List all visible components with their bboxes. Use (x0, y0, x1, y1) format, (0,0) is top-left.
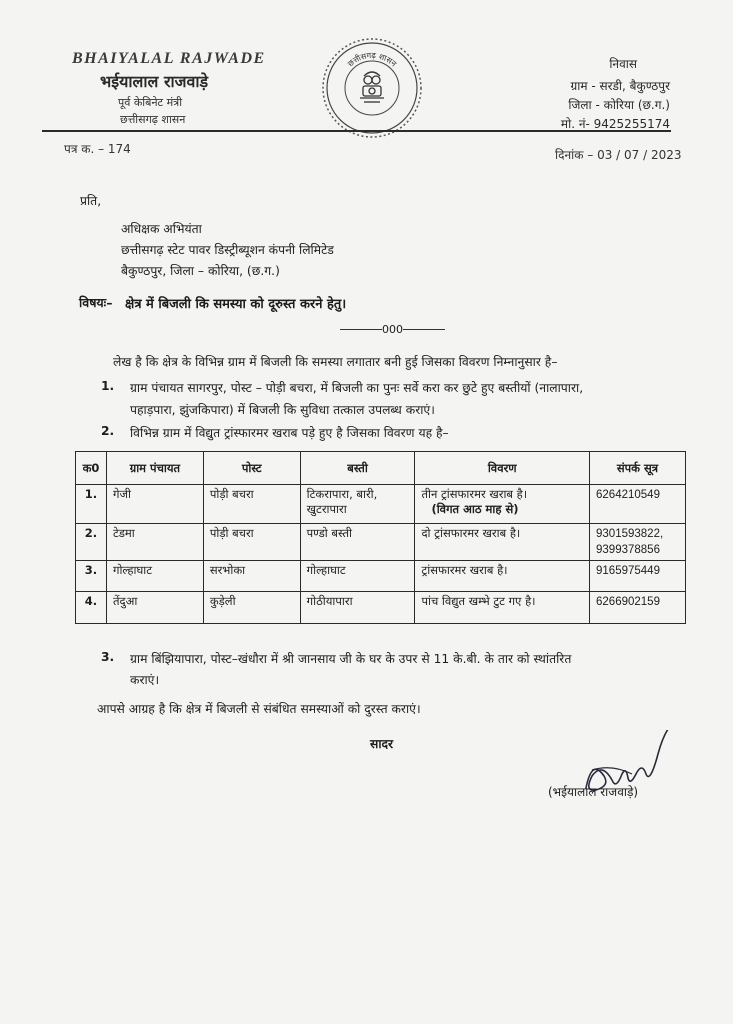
signatory-name: (भईयालाल राजवाड़े) (548, 785, 639, 799)
residence-district: जिला - कोरिया (छ.ग.) (568, 98, 670, 112)
letterhead-name-english: BHAIYALAL RAJWADE (72, 50, 266, 67)
point-1-number: 1. (101, 379, 115, 393)
cell-post: पोड़ी बचरा (203, 485, 300, 524)
cell-panchayat: टेडमा (106, 524, 203, 561)
cell-contact (590, 524, 686, 561)
detail-text: तीन ट्रांसफारमर खराब है। (421, 487, 528, 501)
cell-post: सरभोका (203, 561, 300, 592)
cell-detail: दो ट्रांसफारमर खराब है। (415, 524, 590, 561)
intro-paragraph: लेख है कि क्षेत्र के विभिन्न ग्राम में बिजली कि समस्या लगातार बनी हुई जिसका विवरण निम्नानुसार है– (113, 355, 558, 369)
letter-number: पत्र क. – 174 (64, 142, 131, 156)
request-paragraph: आपसे आग्रह है कि क्षेत्र में बिजली से संबंधित समस्याओं को दुरस्त कराएं। (97, 702, 421, 716)
closing: सादर (370, 737, 394, 751)
header-detail: विवरण (415, 452, 590, 485)
letterhead-divider (42, 130, 671, 132)
cell-post: पोड़ी बचरा (203, 524, 300, 561)
point-1-line-1: ग्राम पंचायत सागरपुर, पोस्ट – पोड़ी बचरा, में बिजली का पुनः सर्वे करा कर छुटे हुए बस्तीयों (नालापारा, (130, 381, 584, 395)
cell-panchayat: तेंदुआ (106, 592, 203, 624)
separator-line-right (403, 329, 445, 330)
cell-serial: 1. (76, 485, 107, 524)
header-post: पोस्ट (203, 452, 300, 485)
recipient-line-2: छत्तीसगढ़ स्टेट पावर डिस्ट्रीब्यूशन कंपनी लिमिटेड (121, 243, 334, 257)
contact-number: 9301593822, (596, 528, 664, 540)
cell-detail: पांच विद्युत खम्भे टुट गए है। (415, 592, 590, 624)
header-serial: क0 (76, 452, 107, 485)
cell-basti: गोल्हाघाट (300, 561, 415, 592)
table-row (76, 485, 686, 524)
svg-text:छत्तीसगढ़ शासन: छत्तीसगढ़ शासन (345, 50, 399, 69)
recipient-line-1: अधिक्षक अभियंता (121, 222, 202, 236)
cell-serial: 4. (76, 592, 107, 624)
separator-text: 000 (382, 323, 403, 336)
letterhead-designation: पूर्व केबिनेट मंत्री (118, 96, 183, 109)
header-panchayat: ग्राम पंचायत (106, 452, 203, 485)
point-3-line-2: कराएं। (130, 673, 160, 687)
letterhead-government: छत्तीसगढ़ शासन (120, 113, 186, 126)
table-header-row (76, 452, 686, 485)
residence-village: ग्राम - सरडी, बैकुण्ठपुर (570, 79, 670, 93)
cell-contact (590, 485, 686, 524)
point-1-line-2: पहाड़पारा, झुंजकिपारा) में बिजली कि सुविधा तत्काल उपलब्ध कराएं। (130, 403, 435, 417)
transformer-table (75, 451, 686, 624)
point-2-number: 2. (101, 424, 115, 438)
government-seal-icon (320, 36, 424, 140)
letter-date: दिनांक – 03 / 07 / 2023 (555, 148, 682, 162)
cell-detail (415, 485, 590, 524)
contact-number: 6264210549 (596, 489, 660, 501)
letterhead-name-hindi: भईयालाल राजवाड़े (100, 72, 209, 91)
cell-basti: पण्डो बस्ती (300, 524, 415, 561)
cell-contact: 6266902159 (590, 592, 686, 624)
residence-heading: निवास (609, 57, 637, 71)
cell-basti: टिकरापारा, बारी, खुटरापारा (300, 485, 415, 524)
subject-label: विषयः– (79, 295, 113, 310)
separator (340, 323, 445, 336)
detail-note: (विगत आठ माह से) (431, 502, 519, 516)
cell-post: कुड़ेली (203, 592, 300, 624)
cell-panchayat: गेजी (106, 485, 203, 524)
salutation: प्रति, (80, 194, 102, 208)
table-row (76, 524, 686, 561)
table-row (76, 592, 686, 624)
contact-number-2: 9399378856 (596, 544, 660, 556)
point-3-number: 3. (101, 650, 115, 664)
cell-detail: ट्रांसफारमर खराब है। (415, 561, 590, 592)
recipient-line-3: बैकुण्ठपुर, जिला – कोरिया, (छ.ग.) (121, 264, 280, 278)
residence-phone: मो. नं- 9425255174 (560, 117, 670, 131)
cell-basti: गोठीयापारा (300, 592, 415, 624)
cell-serial: 3. (76, 561, 107, 592)
header-contact: संपर्क सूत्र (590, 452, 686, 485)
subject-text: क्षेत्र में बिजली कि समस्या को दूरुस्त करने हेतु। (125, 297, 347, 312)
cell-serial: 2. (76, 524, 107, 561)
point-3-line-1: ग्राम बिंझियापारा, पोस्ट–खंधौरा में श्री जानसाय जी के घर के उपर से 11 के.बी. के तार को स्थांतरित (130, 652, 572, 666)
cell-panchayat: गोल्हाघाट (106, 561, 203, 592)
table-row (76, 561, 686, 592)
separator-line-left (340, 329, 382, 330)
point-2-line-1: विभिन्न ग्राम में विद्युत ट्रांस्फारमर खराब पड़े हुए है जिसका विवरण यह है– (130, 426, 449, 440)
cell-contact: 9165975449 (590, 561, 686, 592)
header-basti: बस्ती (300, 452, 415, 485)
